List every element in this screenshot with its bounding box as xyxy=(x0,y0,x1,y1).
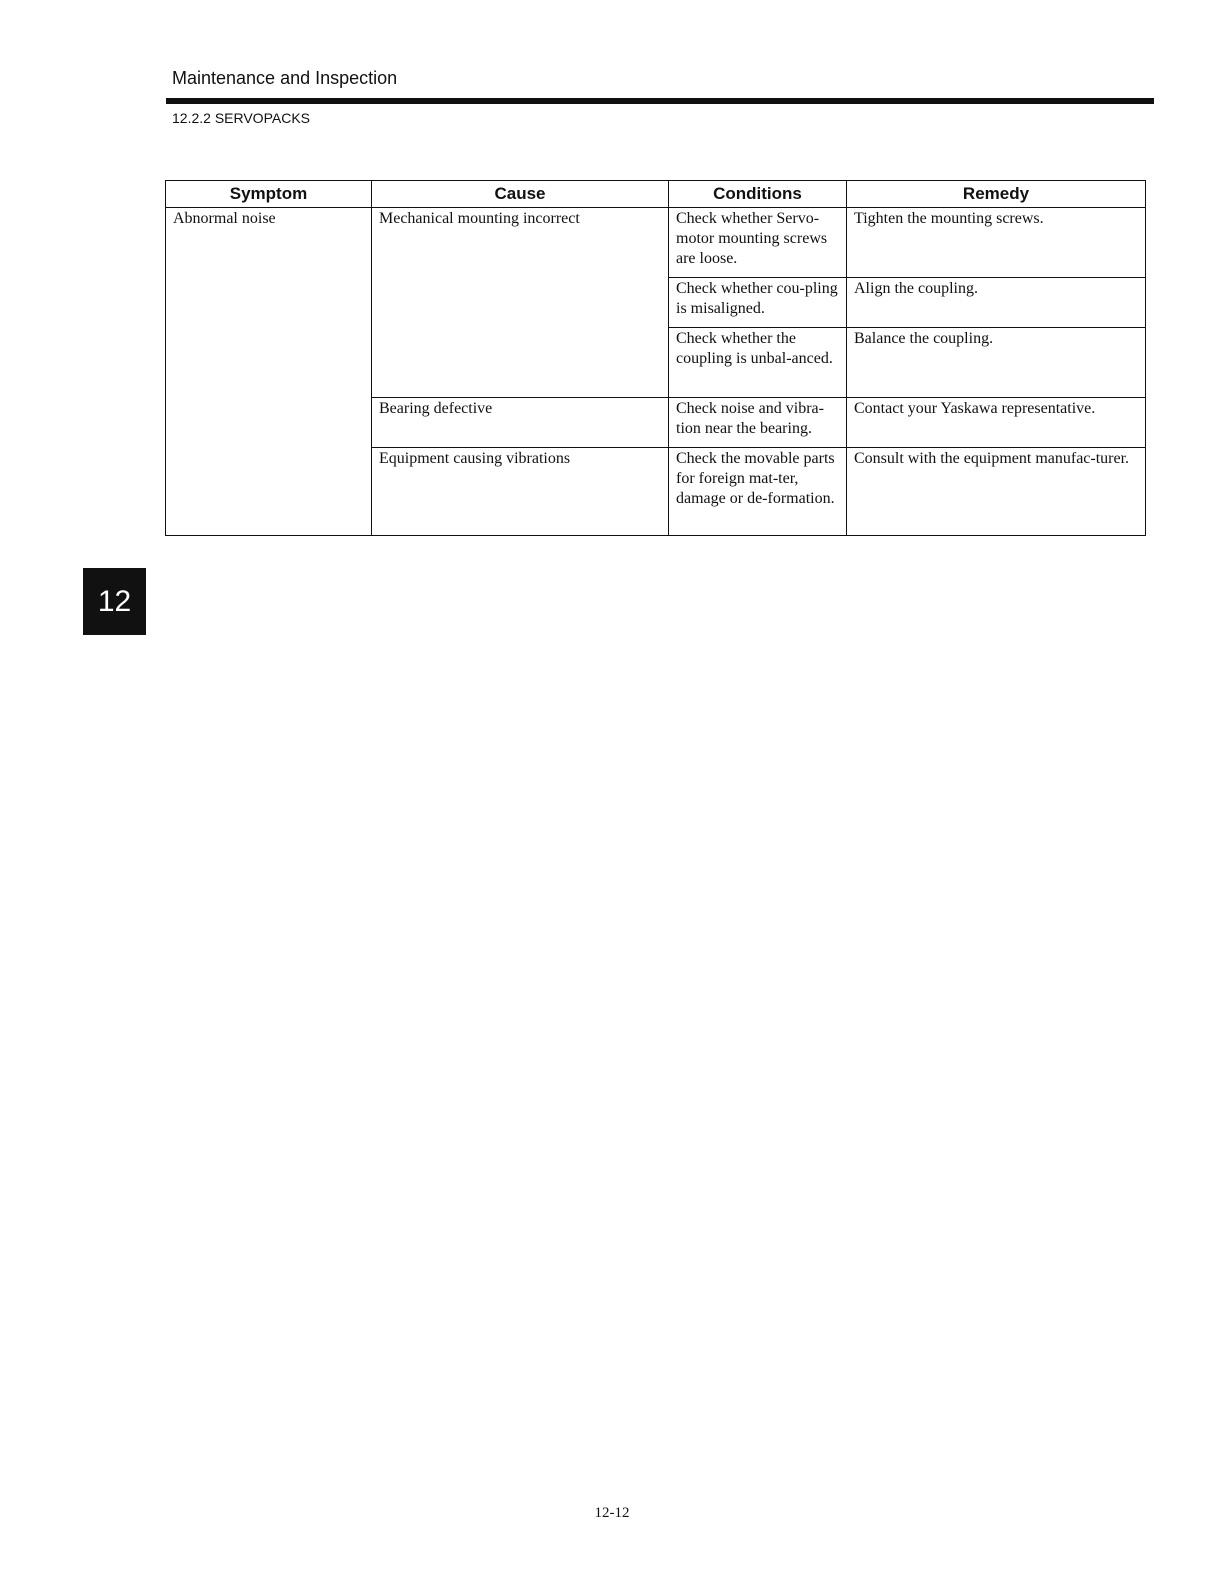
condition-cell: Check the movable parts for foreign mat-ter, damage or de-formation. xyxy=(669,448,847,536)
table-header-row xyxy=(166,181,1146,208)
column-header-symptom: Symptom xyxy=(166,181,372,208)
condition-cell: Check whether Servo-motor mounting screws are loose. xyxy=(669,208,847,278)
condition-cell: Check noise and vibra-tion near the bearing. xyxy=(669,398,847,448)
table-row xyxy=(166,208,1146,278)
remedy-cell: Contact your Yaskawa representative. xyxy=(847,398,1146,448)
cause-cell: Mechanical mounting incorrect xyxy=(372,208,669,398)
remedy-cell: Align the coupling. xyxy=(847,278,1146,328)
page-number: 12-12 xyxy=(594,1505,630,1521)
header-rule xyxy=(166,98,1154,104)
troubleshooting-table xyxy=(165,180,1146,536)
cause-cell: Bearing defective xyxy=(372,398,669,448)
running-title: Maintenance and Inspection xyxy=(172,68,398,88)
column-header-remedy: Remedy xyxy=(847,181,1146,208)
cause-cell: Equipment causing vibrations xyxy=(372,448,669,536)
symptom-cell: Abnormal noise xyxy=(166,208,372,536)
column-header-cause: Cause xyxy=(372,181,669,208)
condition-cell: Check whether the coupling is unbal-anced. xyxy=(669,328,847,398)
remedy-cell: Tighten the mounting screws. xyxy=(847,208,1146,278)
column-header-conditions: Conditions xyxy=(669,181,847,208)
section-reference: 12.2.2 SERVOPACKS xyxy=(172,110,310,126)
chapter-tab: 12 xyxy=(83,568,146,635)
condition-cell: Check whether cou-pling is misaligned. xyxy=(669,278,847,328)
remedy-cell: Consult with the equipment manufac-turer. xyxy=(847,448,1146,536)
remedy-cell: Balance the coupling. xyxy=(847,328,1146,398)
